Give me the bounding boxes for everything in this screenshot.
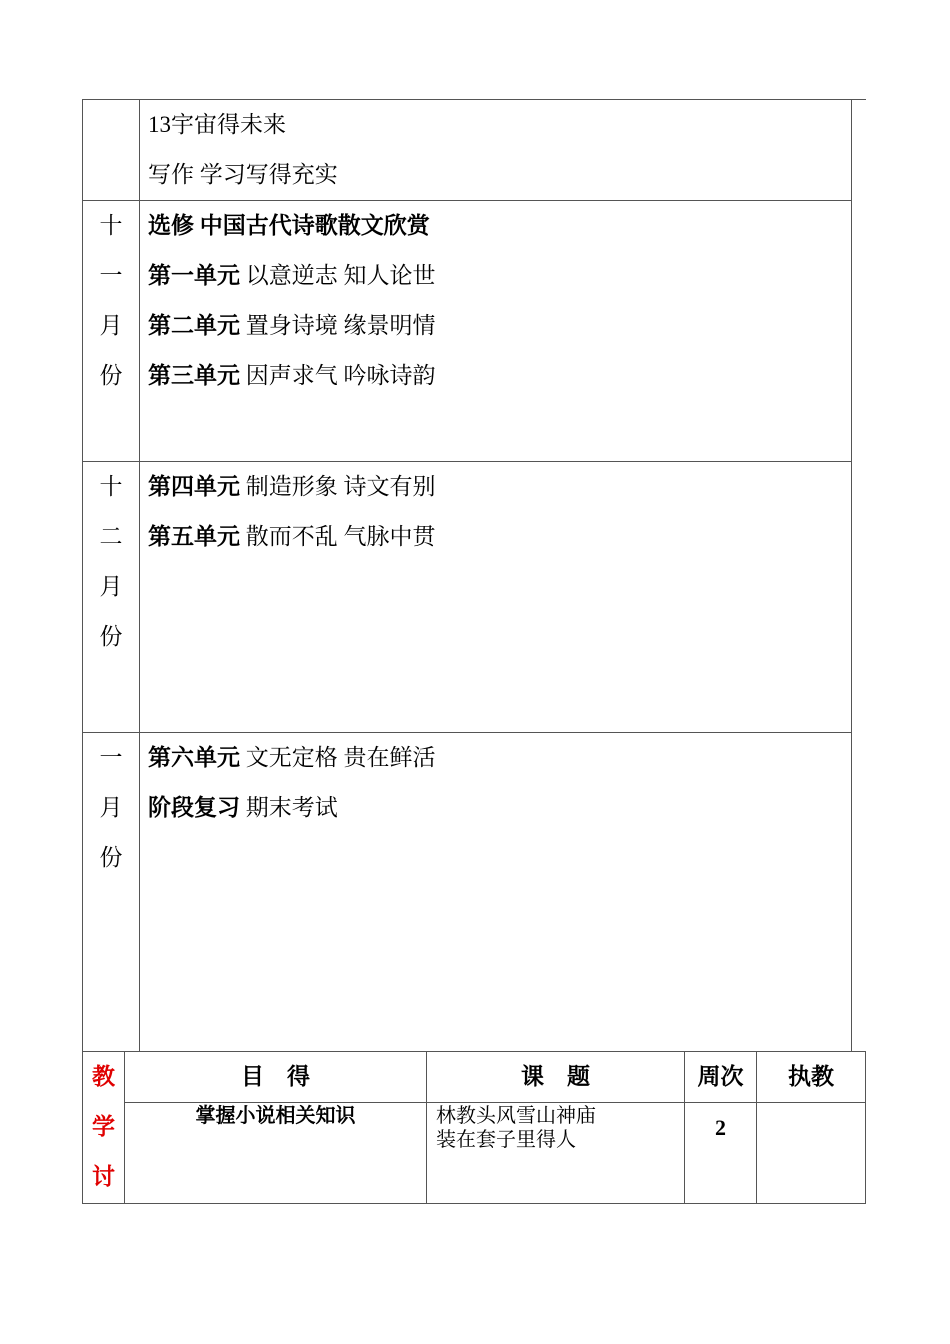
header-teacher: 执教 — [788, 1064, 834, 1089]
month-january — [83, 733, 139, 883]
course-title: 选修 中国古代诗歌散文欣赏 — [148, 213, 430, 238]
cell-weeks: 2 — [715, 1115, 726, 1140]
unit-label: 第二单元 — [148, 313, 240, 338]
month-char: 份 — [99, 845, 123, 870]
unit-line — [148, 351, 436, 401]
month-char: 一 — [99, 263, 123, 288]
unit-label: 第六单元 — [148, 745, 240, 770]
table2-right-border — [865, 1051, 866, 1204]
header-topic: 课 题 — [521, 1064, 590, 1089]
unit-line — [148, 301, 436, 351]
month-november — [83, 201, 139, 401]
side-char: 讨 — [92, 1164, 115, 1189]
unit-text: 散而不乱 气脉中贯 — [240, 524, 436, 549]
table1-right-border — [851, 99, 852, 1052]
month-december — [83, 462, 139, 662]
table2-bottom-border — [82, 1203, 866, 1204]
header-goal: 目 得 — [241, 1064, 310, 1089]
month-char: 月 — [99, 313, 123, 338]
unit-label: 第五单元 — [148, 524, 240, 549]
unit-label: 第三单元 — [148, 363, 240, 388]
unit-text: 以意逆志 知人论世 — [240, 263, 436, 288]
unit-text: 文无定格 贵在鲜活 — [240, 745, 436, 770]
header-weeks: 周次 — [697, 1064, 744, 1089]
unit-line: 13宇宙得未来 — [148, 112, 286, 137]
table2-header-divider — [124, 1102, 866, 1103]
unit-label: 第四单元 — [148, 474, 240, 499]
review-text: 期末考试 — [240, 795, 338, 820]
review-label: 阶段复习 — [148, 795, 240, 820]
month-char: 一 — [99, 745, 123, 770]
unit-line — [148, 251, 436, 301]
review-line — [148, 783, 338, 833]
writing-line: 写作 学习写得充实 — [148, 162, 338, 187]
unit-text: 置身诗境 缘景明情 — [240, 313, 436, 338]
month-char: 十 — [99, 213, 123, 238]
month-char: 份 — [99, 624, 123, 649]
unit-label: 第一单元 — [148, 263, 240, 288]
topic-line: 林教头风雪山神庙 — [436, 1105, 596, 1127]
table1-divider-border — [139, 99, 140, 1052]
month-char: 月 — [99, 795, 123, 820]
month-char: 二 — [99, 524, 123, 549]
month-char: 月 — [99, 574, 123, 599]
unit-text: 制造形象 诗文有别 — [240, 474, 436, 499]
side-label — [83, 1052, 124, 1202]
topic-line: 装在套子里得人 — [436, 1129, 576, 1151]
unit-line — [148, 512, 436, 562]
cell-goal: 掌握小说相关知识 — [195, 1105, 356, 1127]
cell-topic — [436, 1104, 596, 1152]
side-char: 教 — [92, 1064, 115, 1089]
unit-line — [148, 462, 436, 512]
unit-line — [148, 733, 436, 783]
month-char: 份 — [99, 363, 123, 388]
unit-text: 因声求气 吟咏诗韵 — [240, 363, 436, 388]
month-char: 十 — [99, 474, 123, 499]
side-char: 学 — [92, 1114, 115, 1139]
